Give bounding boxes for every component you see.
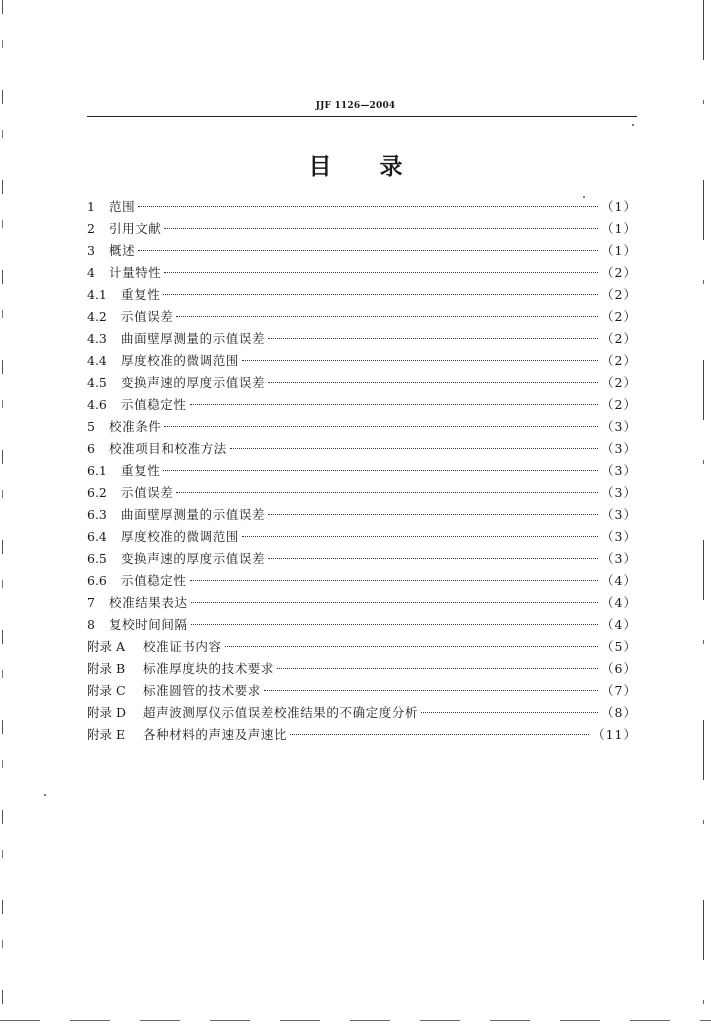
toc-entry-page: （6） — [601, 661, 637, 676]
toc-entry-title: 标准圆管的技术要求 — [143, 683, 261, 698]
toc-entry-number: 6.3 — [87, 507, 107, 522]
toc-entry[interactable] — [87, 702, 637, 724]
toc-entry-title: 计量特性 — [109, 265, 162, 280]
toc-entry-title: 变换声速的厚度示值误差 — [121, 375, 266, 390]
toc-entry-page: （2） — [601, 375, 637, 390]
toc-entry-title: 示值误差 — [121, 309, 174, 324]
toc-entry[interactable] — [87, 724, 637, 746]
toc-entry-title: 重复性 — [121, 463, 161, 478]
toc-entry[interactable] — [87, 504, 637, 526]
standard-code: JJF 1126—2004 — [315, 101, 396, 111]
toc-entry-title: 超声波测厚仪示值误差校准结果的不确定度分析 — [143, 705, 419, 720]
toc-dot-leader — [190, 404, 599, 405]
toc-entry[interactable] — [87, 372, 637, 394]
toc-entry-page: （1） — [601, 243, 637, 258]
toc-entry[interactable] — [87, 350, 637, 372]
toc-entry-title: 标准厚度块的技术要求 — [143, 661, 275, 676]
toc-entry[interactable] — [87, 262, 637, 284]
toc-entry-page: （2） — [601, 265, 637, 280]
toc-dot-leader — [242, 360, 598, 361]
toc-entry-page: （3） — [601, 551, 637, 566]
toc-entry-page: （3） — [601, 419, 637, 434]
toc-dot-leader — [268, 558, 598, 559]
toc-dot-leader — [176, 492, 598, 493]
toc-entry-page: （3） — [601, 485, 637, 500]
toc-entry[interactable] — [87, 526, 637, 548]
toc-entry-page: （3） — [601, 441, 637, 456]
toc-entry-title: 曲面壁厚测量的示值误差 — [121, 331, 266, 346]
toc-entry-number: 4 — [87, 265, 95, 280]
toc-entry-title: 校准证书内容 — [143, 639, 222, 654]
toc-entry-number: 4.1 — [87, 287, 107, 302]
toc-dot-leader — [290, 734, 589, 735]
toc-entry[interactable] — [87, 218, 637, 240]
toc-entry-number: 4.2 — [87, 309, 107, 324]
page-title-char-1: 目 — [308, 153, 332, 180]
toc-entry-number: 4.3 — [87, 331, 107, 346]
toc-entry-title: 示值稳定性 — [121, 573, 187, 588]
toc-entry-page: （4） — [601, 573, 637, 588]
toc-dot-leader — [138, 206, 598, 207]
toc-entry-page: （3） — [601, 529, 637, 544]
table-of-contents — [87, 196, 637, 746]
toc-dot-leader — [264, 690, 598, 691]
toc-entry-number: 1 — [87, 199, 95, 214]
toc-entry-title: 厚度校准的微调范围 — [121, 529, 239, 544]
toc-entry-title: 校准项目和校准方法 — [109, 441, 227, 456]
toc-dot-leader — [277, 668, 598, 669]
scan-edge-bottom — [0, 1020, 711, 1021]
toc-dot-leader — [163, 294, 598, 295]
toc-entry-number: 7 — [87, 595, 95, 610]
toc-entry-page: （11） — [592, 727, 637, 742]
toc-entry[interactable] — [87, 460, 637, 482]
header-rule — [87, 116, 637, 117]
toc-entry-title: 校准条件 — [109, 419, 162, 434]
toc-entry[interactable] — [87, 196, 637, 218]
toc-entry[interactable] — [87, 394, 637, 416]
toc-entry-title: 各种材料的声速及声速比 — [143, 727, 288, 742]
toc-entry[interactable] — [87, 482, 637, 504]
toc-entry-number: 附录 E — [87, 727, 126, 742]
toc-entry-page: （2） — [601, 331, 637, 346]
toc-entry-page: （2） — [601, 353, 637, 368]
toc-dot-leader — [164, 228, 598, 229]
toc-entry[interactable] — [87, 328, 637, 350]
toc-entry-page: （3） — [601, 463, 637, 478]
toc-entry[interactable] — [87, 680, 637, 702]
toc-dot-leader — [268, 514, 598, 515]
toc-entry-title: 示值误差 — [121, 485, 174, 500]
toc-entry-number: 6.5 — [87, 551, 107, 566]
toc-entry-title: 范围 — [109, 199, 136, 214]
toc-entry-number: 4.6 — [87, 397, 107, 412]
toc-entry-number: 4.5 — [87, 375, 107, 390]
toc-entry-number: 5 — [87, 419, 95, 434]
page-title-char-2: 录 — [379, 153, 403, 180]
toc-entry-page: （7） — [601, 683, 637, 698]
page-title — [0, 148, 711, 181]
toc-dot-leader — [164, 272, 598, 273]
toc-entry[interactable] — [87, 284, 637, 306]
toc-entry-number: 附录 C — [87, 683, 126, 698]
toc-entry-page: （4） — [601, 617, 637, 632]
toc-entry-page: （1） — [601, 199, 637, 214]
toc-dot-leader — [421, 712, 598, 713]
toc-entry-title: 示值稳定性 — [121, 397, 187, 412]
toc-entry[interactable] — [87, 240, 637, 262]
toc-dot-leader — [163, 470, 598, 471]
toc-entry-title: 重复性 — [121, 287, 161, 302]
toc-entry[interactable] — [87, 658, 637, 680]
toc-dot-leader — [190, 580, 599, 581]
toc-entry[interactable] — [87, 306, 637, 328]
toc-entry-number: 8 — [87, 617, 95, 632]
toc-entry-page: （1） — [601, 221, 637, 236]
toc-entry[interactable] — [87, 614, 637, 636]
toc-entry-page: （2） — [601, 287, 637, 302]
scan-speck — [44, 794, 46, 796]
toc-entry-number: 6 — [87, 441, 95, 456]
toc-dot-leader — [230, 448, 598, 449]
toc-entry-page: （3） — [601, 507, 637, 522]
toc-entry-number: 3 — [87, 243, 95, 258]
toc-entry-title: 概述 — [109, 243, 136, 258]
toc-entry[interactable] — [87, 570, 637, 592]
toc-dot-leader — [191, 624, 598, 625]
toc-entry-title: 复校时间间隔 — [109, 617, 188, 632]
toc-entry-number: 附录 B — [87, 661, 126, 676]
toc-entry-page: （2） — [601, 309, 637, 324]
toc-entry-page: （4） — [601, 595, 637, 610]
toc-entry-page: （2） — [601, 397, 637, 412]
toc-entry-page: （5） — [601, 639, 637, 654]
toc-entry[interactable] — [87, 592, 637, 614]
toc-entry-page: （8） — [601, 705, 637, 720]
toc-dot-leader — [242, 536, 598, 537]
toc-entry[interactable] — [87, 548, 637, 570]
toc-entry-title: 变换声速的厚度示值误差 — [121, 551, 266, 566]
toc-entry[interactable] — [87, 636, 637, 658]
toc-entry-number: 2 — [87, 221, 95, 236]
toc-entry-title: 曲面壁厚测量的示值误差 — [121, 507, 266, 522]
toc-entry-title: 校准结果表达 — [109, 595, 188, 610]
toc-entry[interactable] — [87, 416, 637, 438]
toc-entry-number: 4.4 — [87, 353, 107, 368]
toc-entry-title: 引用文献 — [109, 221, 162, 236]
toc-dot-leader — [164, 426, 598, 427]
toc-entry-title: 厚度校准的微调范围 — [121, 353, 239, 368]
toc-entry-number: 附录 A — [87, 639, 126, 654]
toc-dot-leader — [176, 316, 598, 317]
toc-dot-leader — [225, 646, 598, 647]
toc-dot-leader — [268, 382, 598, 383]
toc-entry[interactable] — [87, 438, 637, 460]
toc-entry-number: 6.4 — [87, 529, 107, 544]
scan-speck — [632, 124, 634, 126]
toc-entry-number: 6.1 — [87, 463, 107, 478]
toc-entry-number: 附录 D — [87, 705, 126, 720]
toc-entry-number: 6.6 — [87, 573, 107, 588]
toc-dot-leader — [138, 250, 598, 251]
toc-entry-number: 6.2 — [87, 485, 107, 500]
toc-dot-leader — [191, 602, 598, 603]
toc-dot-leader — [268, 338, 598, 339]
